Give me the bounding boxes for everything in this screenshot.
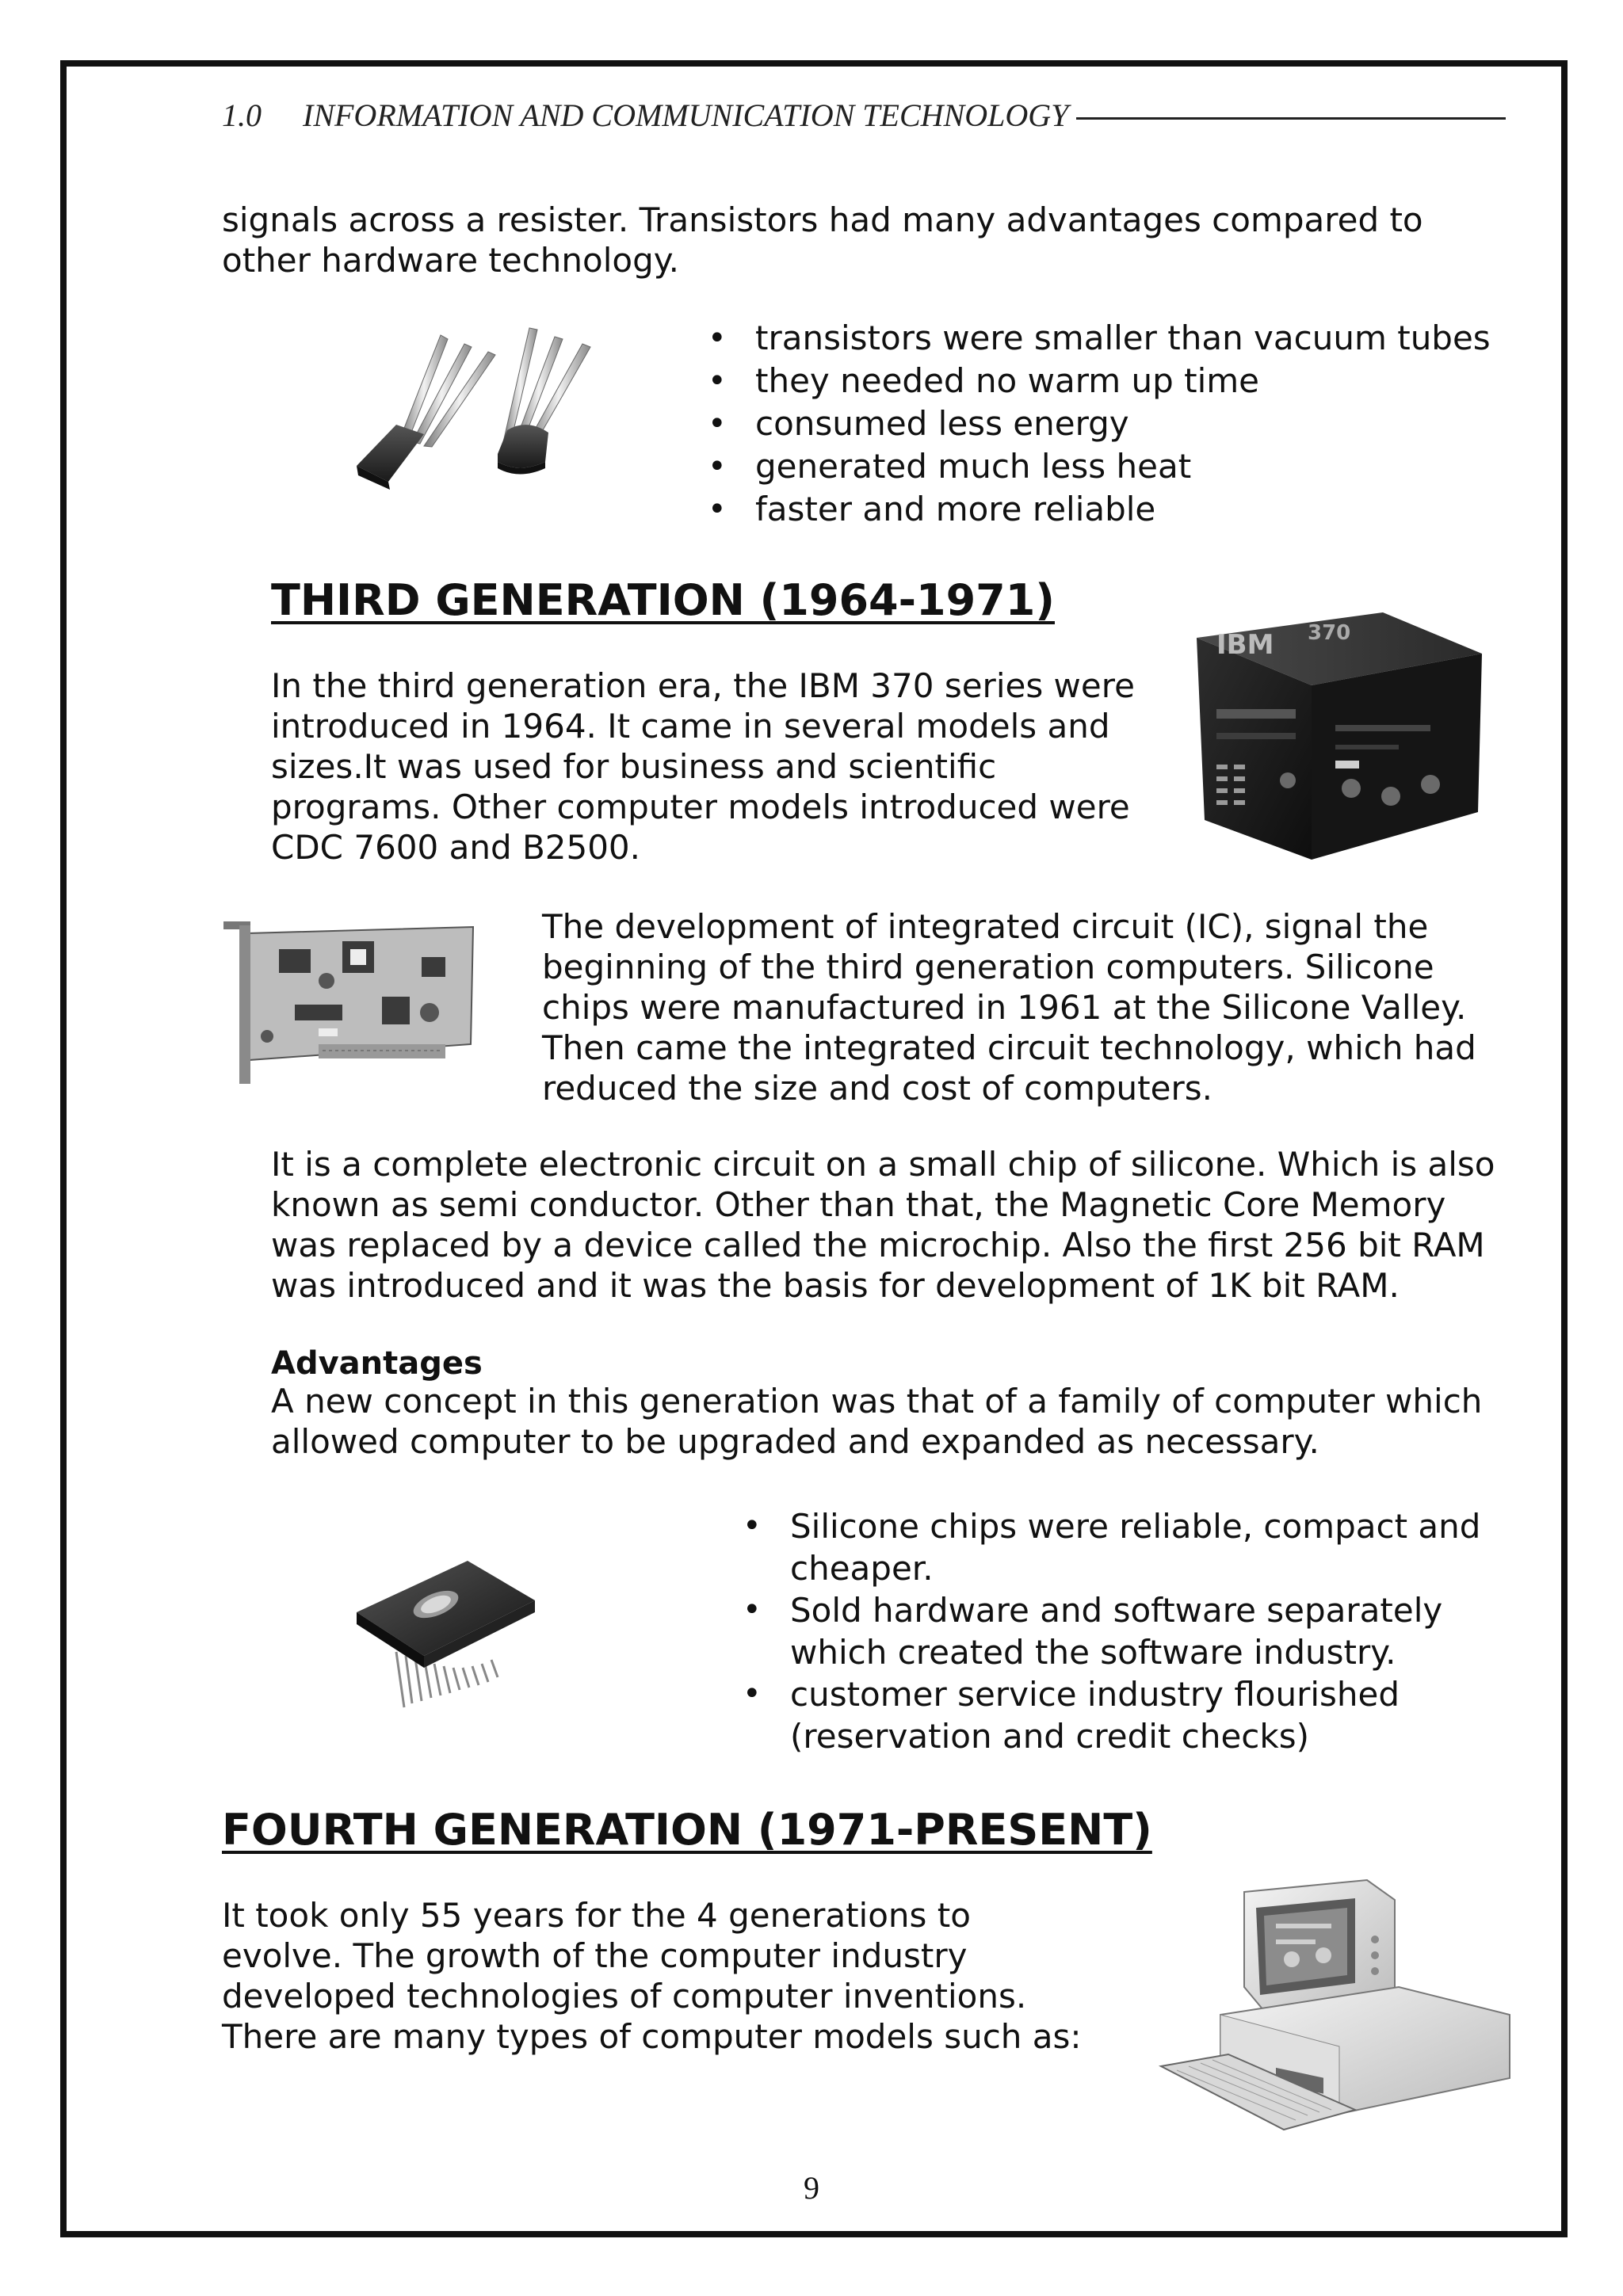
page-number: 9 bbox=[804, 2170, 819, 2206]
third-generation-intro: In the third generation era, the IBM 370 series were introduced in 1964. It came in several models and sizes.It was used for business and scientific programs. Other computer models introduced were CDC 7600 and B2500. bbox=[271, 666, 1135, 867]
list-item: • Silicone chips were reliable, compact and cheaper. bbox=[743, 1505, 1503, 1589]
advantages-list bbox=[743, 1505, 1503, 1757]
ibm-370-image bbox=[1193, 606, 1486, 868]
third-generation-heading: THIRD GENERATION (1964-1971) bbox=[271, 575, 1055, 625]
list-item: • faster and more reliable bbox=[708, 488, 1500, 531]
advantages-paragraph: A new concept in this generation was that of a family of computer which allowed computer to be upgraded and expanded as necessary. bbox=[271, 1382, 1483, 1461]
advantages-heading: Advantages bbox=[271, 1345, 483, 1382]
ic-paragraph: The development of integrated circuit (IC), signal the beginning of the third generation computers. Silicone chips were manufactured in 1961 at the Silicone Valley. Then came the integrated circuit technology, which had reduced the size and cost of computers. bbox=[542, 907, 1476, 1108]
list-item: • generated much less heat bbox=[708, 445, 1500, 488]
fourth-generation-heading: FOURTH GENERATION (1971-PRESENT) bbox=[222, 1805, 1152, 1855]
list-item: • customer service industry flourished (reservation and credit checks) bbox=[743, 1673, 1503, 1757]
intro-paragraph: signals across a resister. Transistors had many advantages compared to other hardware technology. bbox=[222, 200, 1423, 280]
running-header bbox=[222, 97, 1506, 134]
header-rule bbox=[1076, 117, 1506, 120]
fourth-generation-paragraph: It took only 55 years for the 4 generations to evolve. The growth of the computer industry developed technologies of computer inventions. There are many types of computer models such as: bbox=[222, 1896, 1082, 2056]
list-item: • Sold hardware and software separately which created the software industry. bbox=[743, 1589, 1503, 1673]
ibm-logo: IBM bbox=[1216, 629, 1274, 661]
ibm-model-label: 370 bbox=[1308, 621, 1351, 645]
chip-paragraph: It is a complete electronic circuit on a small chip of silicone. Which is also known as semi conductor. Other than that, the Magnetic Core Memory was replaced by a device called the microchip. Also the first 256 bit RAM was introduced and it was the basis for development of 1K bit RAM. bbox=[271, 1145, 1495, 1305]
list-item: • consumed less energy bbox=[708, 402, 1500, 445]
microchip-image bbox=[349, 1557, 539, 1723]
transistors-image bbox=[341, 323, 618, 498]
circuit-board-image bbox=[223, 917, 477, 1084]
personal-computer-image bbox=[1157, 1876, 1522, 2134]
section-title: INFORMATION AND COMMUNICATION TECHNOLOGY bbox=[303, 97, 1069, 133]
list-item: • they needed no warm up time bbox=[708, 360, 1500, 402]
transistor-advantages-list bbox=[708, 317, 1500, 531]
list-item: • transistors were smaller than vacuum tubes bbox=[708, 317, 1500, 360]
section-number: 1.0 bbox=[222, 97, 262, 133]
